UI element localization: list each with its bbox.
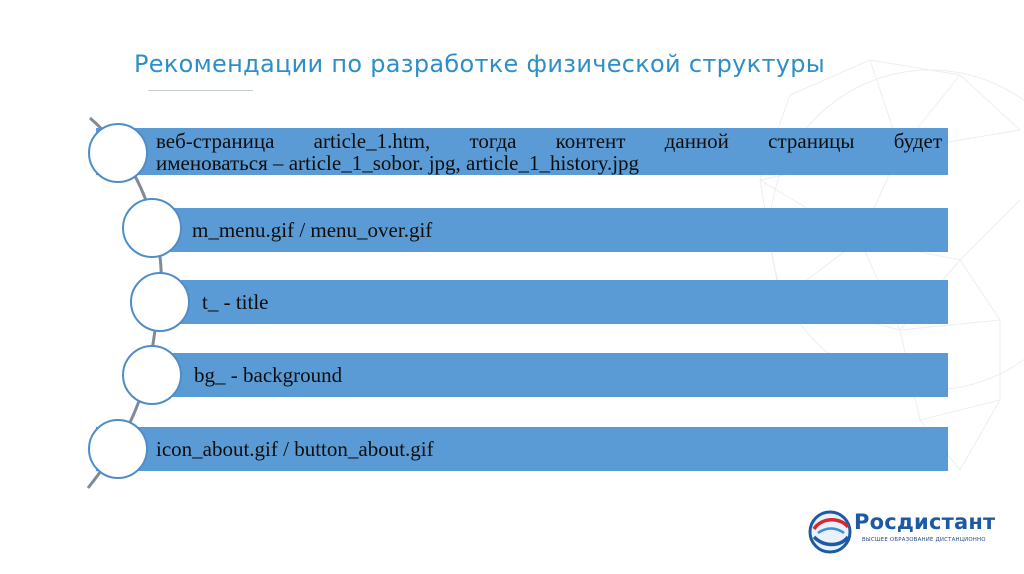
logo-name: Росдистант bbox=[854, 510, 996, 534]
list-item-text: t_ - title bbox=[202, 289, 269, 314]
list-item-circle bbox=[130, 272, 190, 332]
list-item-text-line2: именоваться – article_1_sobor. jpg, article_1_history.jpg bbox=[156, 151, 640, 175]
list-item-text: icon_about.gif / button_about.gif bbox=[156, 436, 434, 461]
list-item-text: bg_ - background bbox=[194, 362, 343, 387]
list-item-bar bbox=[96, 128, 948, 175]
list-item-circle bbox=[88, 419, 148, 479]
list-item-text: m_menu.gif / menu_over.gif bbox=[192, 217, 433, 242]
list-item-bar bbox=[152, 353, 948, 397]
logo-tagline: ВЫСШЕЕ ОБРАЗОВАНИЕ ДИСТАНЦИОННО bbox=[862, 537, 986, 543]
list-item-circle bbox=[122, 198, 182, 258]
list-item-bar bbox=[152, 208, 948, 252]
slide-title: Рекомендации по разработке физической структуры bbox=[134, 50, 826, 78]
list-item-circle bbox=[88, 123, 148, 183]
list-item-bar bbox=[160, 280, 948, 324]
list-item-text-line1: веб-страница article_1.htm, тогда контент данной страницы будет bbox=[156, 129, 942, 153]
list-item-circle bbox=[122, 345, 182, 405]
list-item-bar bbox=[96, 427, 948, 471]
